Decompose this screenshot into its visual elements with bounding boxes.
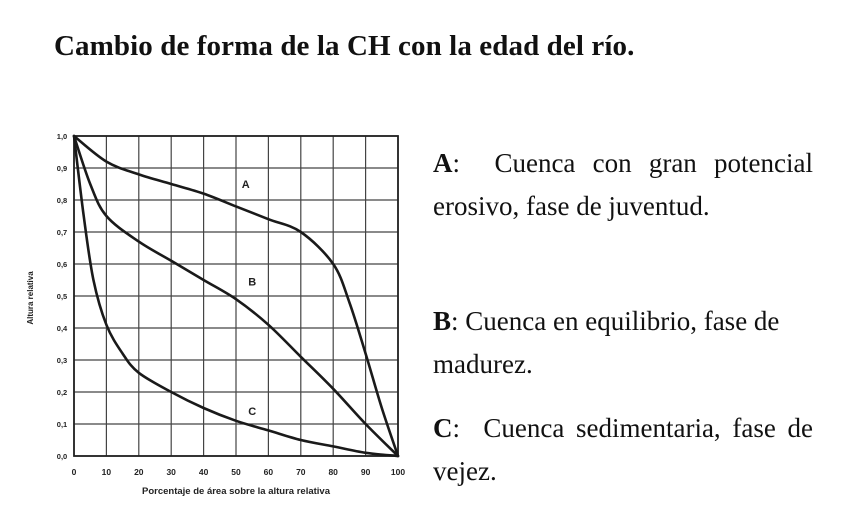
x-tick-label: 0 [71, 467, 77, 477]
description-c: C: Cuenca sedimentaria, fase de vejez. [433, 413, 813, 486]
y-tick-label: 0,1 [56, 420, 68, 429]
curve-label-b: B [248, 276, 257, 289]
y-axis-label: Altura relativa [26, 271, 35, 325]
x-tick-label: 10 [101, 467, 112, 477]
description-b: B: Cuenca en equilibrio, fase de madurez. [433, 306, 780, 379]
y-tick-label: 1,0 [56, 132, 68, 141]
description-b-text: Cuenca en equilibrio, fase de madurez. [433, 306, 780, 379]
y-tick-label: 0,0 [56, 452, 68, 461]
x-tick-label: 70 [296, 467, 306, 477]
description-a-letter: A [433, 148, 453, 178]
x-tick-label: 40 [198, 467, 209, 477]
y-tick-label: 0,9 [56, 164, 68, 173]
x-tick-label: 20 [134, 467, 144, 477]
y-tick-label: 0,3 [56, 356, 68, 365]
x-tick-label: 30 [166, 467, 176, 477]
description-a: A: Cuenca con gran potencial erosivo, fase de juventud. [433, 148, 813, 221]
x-tick-label: 60 [263, 467, 274, 477]
page-title: Cambio de forma de la CH con la edad del río. [54, 30, 635, 62]
x-tick-label: 80 [328, 467, 338, 477]
curve-label-c: C [248, 406, 257, 419]
x-tick-label: 90 [360, 467, 371, 477]
curve-label-a: A [241, 179, 250, 191]
description-a-text: Cuenca con gran potencial erosivo, fase de juventud. [433, 148, 813, 221]
description-c-text: Cuenca sedimentaria, fase de vejez. [433, 413, 813, 486]
chart-tick-labels [57, 132, 406, 477]
description-c-letter: C [433, 413, 453, 443]
x-tick-label: 100 [390, 467, 406, 477]
y-tick-label: 0,7 [56, 228, 68, 237]
y-tick-label: 0,2 [56, 388, 68, 397]
description-b-letter: B [433, 306, 452, 336]
y-tick-label: 0,4 [56, 324, 68, 333]
y-tick-label: 0,8 [56, 196, 68, 205]
y-tick-label: 0,6 [56, 260, 68, 269]
x-tick-label: 50 [231, 467, 241, 477]
x-axis-label: Porcentaje de área sobre la altura relativa [142, 486, 330, 497]
y-tick-label: 0,5 [56, 292, 68, 301]
